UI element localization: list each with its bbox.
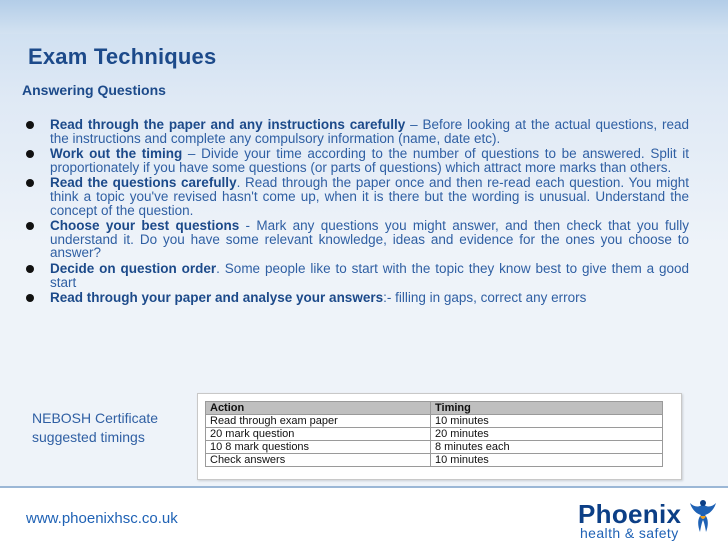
top-band bbox=[0, 0, 728, 34]
phoenix-bird-icon bbox=[688, 498, 718, 536]
bullet-list bbox=[22, 118, 689, 307]
bullet-text: . Read through the paper once and then re-read each question. You might think a topic you've revised hasn't come up, when it is there but the wording is unusual. Understand the concept of the question. bbox=[50, 175, 689, 218]
bullet-dot-icon bbox=[26, 222, 34, 230]
bullet-item bbox=[22, 291, 689, 305]
bullet-text: – Divide your time according to the number of questions to be answered. Split it proportionately if you have some questions (or parts of questions) which attract more marks than others. bbox=[50, 146, 689, 175]
table-row bbox=[206, 441, 663, 454]
timings-table-card bbox=[197, 393, 682, 480]
bullet-item bbox=[22, 118, 689, 145]
slide-title: Exam Techniques bbox=[28, 44, 217, 69]
bullet-lead: Read the questions carefully bbox=[50, 175, 237, 191]
bullet-dot-icon bbox=[26, 265, 34, 273]
bullet-text: . Some people like to start with the topic they know best to give them a good start bbox=[50, 260, 689, 290]
table-cell-timing: 20 minutes bbox=[431, 428, 663, 441]
table-row bbox=[206, 454, 663, 467]
footer-url-link[interactable]: www.phoenixhsc.co.uk bbox=[26, 510, 178, 527]
bullet-text: :- filling in gaps, correct any errors bbox=[383, 290, 587, 306]
timings-note bbox=[32, 409, 182, 447]
bullet-lead: Read through your paper and analyse your answers bbox=[50, 290, 384, 306]
note-line: suggested timings bbox=[32, 429, 145, 445]
timings-table bbox=[205, 401, 663, 467]
bullet-lead: Decide on question order bbox=[50, 260, 217, 276]
table-cell-action: Check answers bbox=[206, 454, 431, 467]
note-line: NEBOSH Certificate bbox=[32, 410, 159, 426]
logo-name: Phoenix bbox=[578, 499, 682, 529]
bullet-item bbox=[22, 147, 689, 174]
bullet-item bbox=[22, 176, 689, 217]
bullet-dot-icon bbox=[26, 294, 34, 302]
bullet-lead: Read through the paper and any instructions carefully bbox=[50, 117, 406, 132]
phoenix-logo bbox=[578, 500, 718, 542]
bullet-dot-icon bbox=[26, 179, 34, 187]
table-cell-timing: 8 minutes each bbox=[431, 441, 663, 454]
table-header-row bbox=[206, 402, 663, 415]
table-cell-action: 20 mark question bbox=[206, 428, 431, 441]
bullet-lead: Choose your best questions bbox=[50, 218, 240, 234]
bullet-dot-icon bbox=[26, 121, 34, 129]
bullet-lead: Work out the timing bbox=[50, 146, 183, 162]
bullet-item bbox=[22, 262, 689, 289]
bullet-dot-icon bbox=[26, 150, 34, 158]
bullet-text: – Before looking at the actual questions, read the instructions and complete any compulsory information (name, date etc). bbox=[50, 117, 689, 146]
table-header-action: Action bbox=[206, 402, 431, 415]
table-header-timing: Timing bbox=[431, 402, 663, 415]
table-cell-timing: 10 minutes bbox=[431, 454, 663, 467]
table-row bbox=[206, 428, 663, 441]
bullet-text: - Mark any questions you might answer, and then check that you fully understand it. Do you have some relevant knowledge, ideas and evidence for the ones you choose to answer? bbox=[50, 218, 689, 261]
logo-tagline: health & safety bbox=[580, 525, 679, 541]
table-cell-action: 10 8 mark questions bbox=[206, 441, 431, 454]
footer-divider bbox=[0, 486, 728, 488]
table-cell-timing: 10 minutes bbox=[431, 415, 663, 428]
bullet-item bbox=[22, 219, 689, 260]
table-cell-action: Read through exam paper bbox=[206, 415, 431, 428]
slide-subtitle: Answering Questions bbox=[22, 82, 166, 98]
table-row bbox=[206, 415, 663, 428]
